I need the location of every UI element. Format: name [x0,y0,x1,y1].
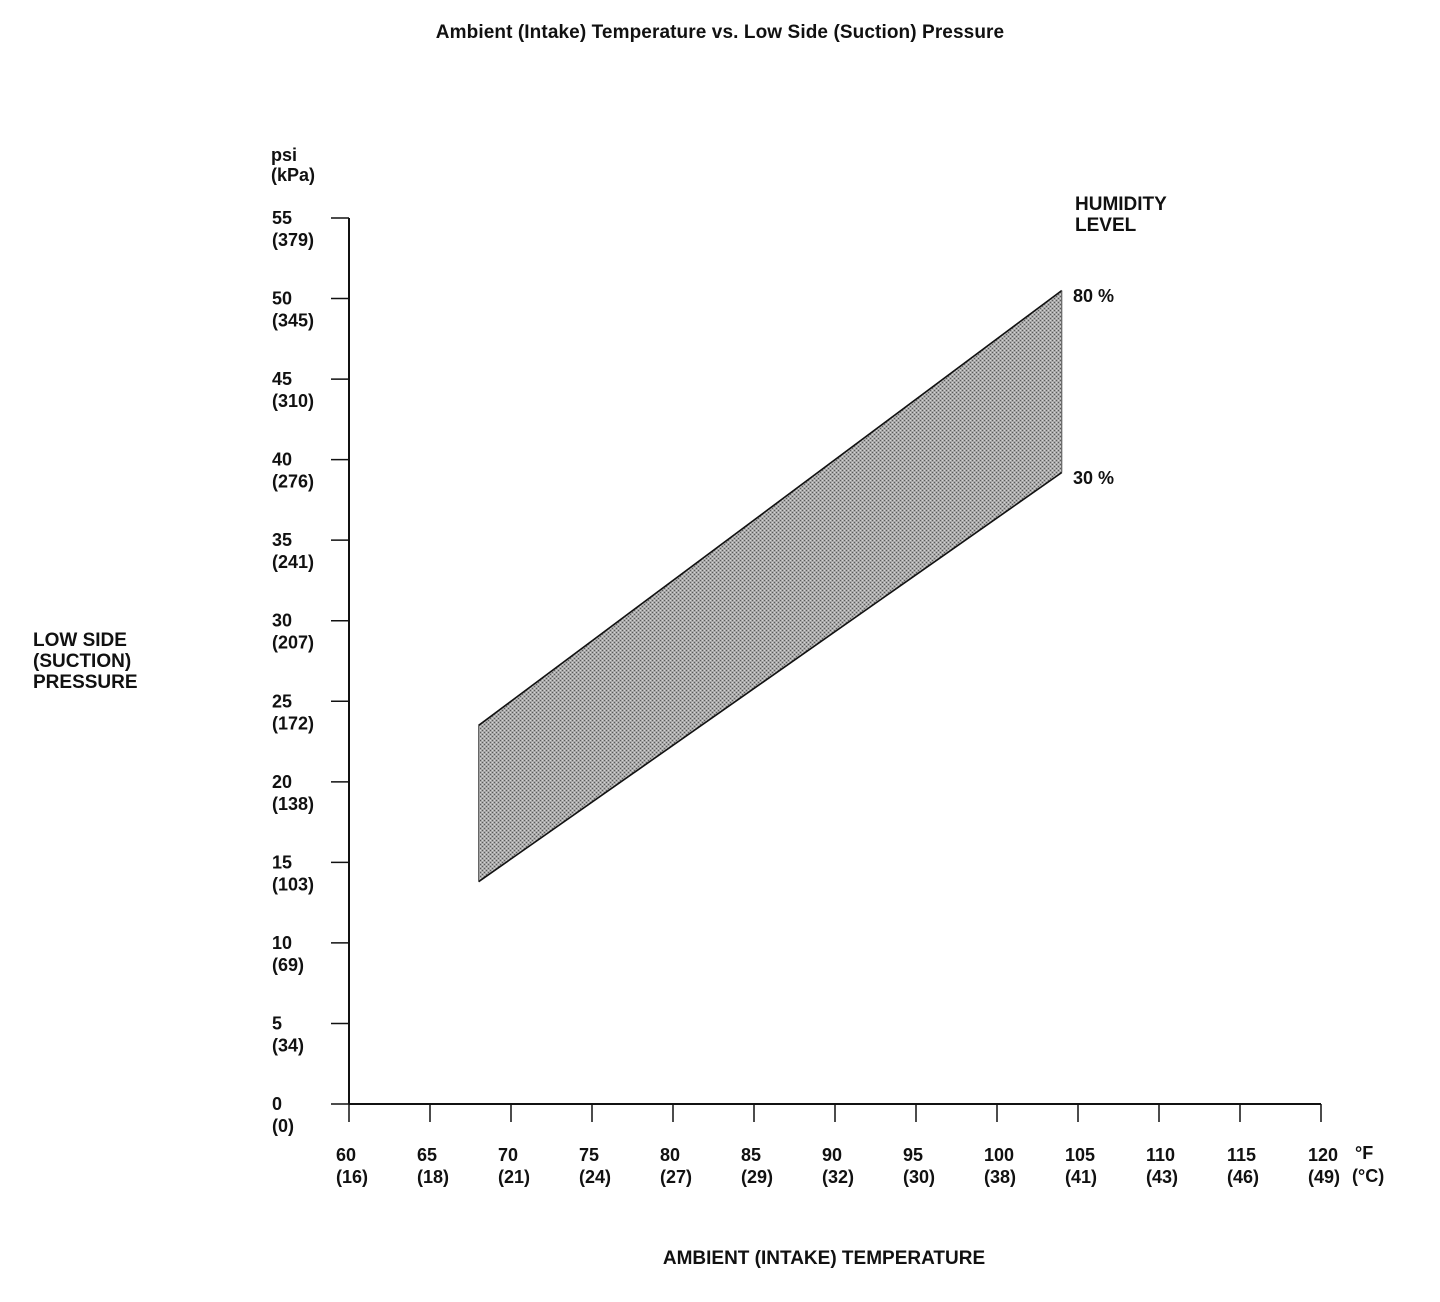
y-tick-label: 35 [272,530,293,551]
y-tick-label: 5 [272,1013,283,1034]
x-axis-unit-fahrenheit: °F [1355,1143,1374,1163]
x-tick-label: 65 [417,1145,438,1165]
y-tick-sublabel: (207) [272,632,315,653]
x-tick-sublabel: (21) [498,1167,531,1187]
x-tick-sublabel: (30) [903,1167,936,1187]
y-tick-label: 55 [272,208,293,228]
y-tick-label: 0 [272,1094,283,1114]
series-label-30: 30 % [1073,468,1115,488]
x-tick-sublabel: (29) [741,1167,774,1187]
x-tick-sublabel: (18) [417,1167,450,1187]
x-tick-sublabel: (41) [1065,1167,1098,1187]
y-tick-label: 50 [272,288,293,309]
x-tick-label: 70 [498,1145,519,1165]
y-tick-sublabel: (276) [272,471,315,492]
x-tick-sublabel: (32) [822,1167,855,1187]
x-tick-sublabel: (49) [1308,1167,1341,1187]
x-tick-label: 85 [741,1145,762,1165]
x-tick-label: 105 [1065,1145,1096,1165]
humidity-band [479,290,1062,881]
x-axis-label: AMBIENT (INTAKE) TEMPERATURE [662,1248,986,1269]
y-tick-label: 15 [272,852,293,873]
series-label-80: 80 % [1073,286,1115,306]
x-axis-unit-celsius: (°C) [1352,1166,1385,1186]
y-tick-sublabel: (69) [272,954,305,975]
y-tick-sublabel: (103) [272,874,315,895]
chart-title: Ambient (Intake) Temperature vs. Low Side (Suction) Pressure [435,22,1005,43]
legend-title: HUMIDITY LEVEL [1075,194,1167,236]
x-tick-label: 115 [1227,1145,1257,1165]
x-tick-label: 120 [1308,1145,1339,1165]
y-axis-label: LOW SIDE (SUCTION) PRESSURE [33,630,138,693]
x-tick-sublabel: (27) [660,1167,693,1187]
x-tick-sublabel: (16) [336,1167,369,1187]
y-tick-sublabel: (241) [272,552,315,573]
y-tick-sublabel: (379) [272,230,315,250]
x-tick-label: 100 [984,1145,1015,1165]
x-tick-sublabel: (43) [1146,1167,1179,1187]
x-tick-sublabel: (24) [579,1167,612,1187]
y-tick-sublabel: (0) [272,1116,294,1136]
y-tick-sublabel: (310) [272,391,315,412]
y-tick-label: 30 [272,610,293,631]
y-tick-sublabel: (172) [272,713,315,734]
y-tick-label: 40 [272,449,293,470]
x-tick-label: 80 [660,1145,681,1165]
y-tick-sublabel: (34) [272,1035,305,1056]
x-tick-label: 60 [336,1145,357,1165]
x-tick-label: 75 [579,1145,600,1165]
y-tick-sublabel: (345) [272,310,315,331]
x-tick-sublabel: (46) [1227,1167,1260,1187]
x-tick-label: 110 [1146,1145,1176,1165]
y-tick-label: 25 [272,691,293,712]
y-tick-label: 45 [272,369,293,390]
x-tick-label: 90 [822,1145,843,1165]
y-tick-sublabel: (138) [272,793,315,814]
y-tick-label: 20 [272,771,293,792]
y-axis-unit-psi: psi [271,145,298,165]
x-tick-label: 95 [903,1145,924,1165]
y-tick-label: 10 [272,932,293,953]
y-axis-unit-kpa: (kPa) [271,165,316,185]
x-tick-sublabel: (38) [984,1167,1017,1187]
